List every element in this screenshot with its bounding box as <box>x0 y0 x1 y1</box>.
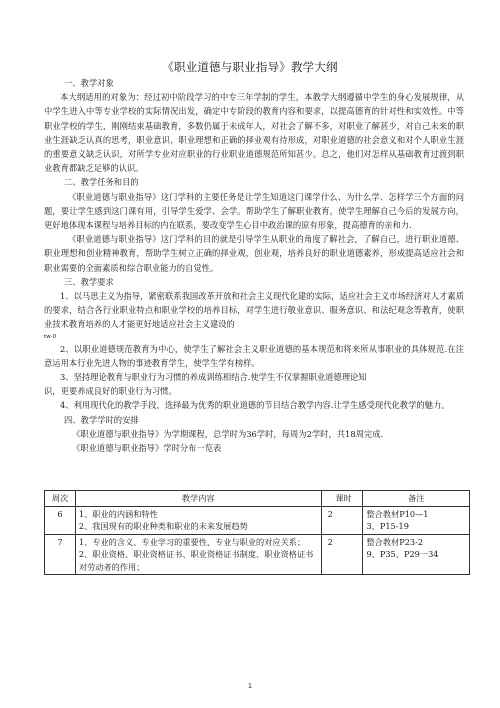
section-4-paragraph: 《职业道德与职业指导》为学期课程，总学时为36学时，每周为2学时，共18周完成. <box>72 428 384 439</box>
section-3-heading: 三、教学要求 <box>64 276 114 287</box>
table-row <box>45 506 470 534</box>
section-3-item-1: 1、以马思主义为指导，紧密联系我国改革开放和社会主义现代化建的实际，适应社会主义市场经济对人才素质的要求，结合各行业职业特点和职业学校的培养目标，对学生进行敬业意识、服务意识、和法纪观念等教育，使职业技术教育培养的人才能更好地适应社会主义建设的 <box>44 291 464 330</box>
header-hours: 课时 <box>321 491 363 507</box>
section-3-item-4: 4、利用现代化的教学手段，选择最为优秀的职业道德的节目结合教学内容.让学生感受现代化教学的魅力。 <box>60 400 450 411</box>
content-line: 1、职业的内涵和特性 <box>78 508 158 519</box>
cell-content <box>75 506 321 534</box>
section-2-heading: 二、教学任务和目的 <box>64 177 139 188</box>
cell-week: 7 <box>45 534 76 575</box>
content-line: 1、专业的含义、专业学习的重要性、专业与职业的对应关系； <box>78 536 306 547</box>
table-row <box>45 534 470 575</box>
note-line: 9、P35、P29一34 <box>366 549 439 559</box>
section-2-paragraph-2: 《职业道德与职业指导》这门学科的目的就是引导学生从职业的角度了解社会，了解自己，进行职业道德、职业理想和创业精神教育，帮助学生树立正确的择业观，创业观，培养良好的职业道德素养，形成提高适应社会和职业需要的全面素质和综合职业能力的自觉性。 <box>44 234 464 273</box>
schedule-table-title: 《职业道德与职业指导》学时分布一览表 <box>72 443 222 454</box>
header-week: 周次 <box>45 491 76 507</box>
section-4-heading: 四、教学学时的安排 <box>64 414 139 425</box>
page-number: 1 <box>248 683 252 690</box>
document-body <box>44 76 464 455</box>
section-3-item-2: 2、以职业道德规范教育为中心，使学生了解社会主义职业道德的基本规范和将来所从事职业的具体规范.在注意运用本行业先进人物的事迹教育学生，使学生学有榜样。 <box>44 343 464 368</box>
section-3-item-3-cont: 识，更要养成良好的职业行为习惯。 <box>44 386 177 397</box>
schedule-table <box>44 490 470 575</box>
document-title: 《职业道德与职业指导》教学大纲 <box>162 60 338 74</box>
cell-note <box>363 506 470 534</box>
note-line: 3、P15-19 <box>366 521 409 531</box>
header-content: 教学内容 <box>75 491 321 507</box>
cell-week: 6 <box>45 506 76 534</box>
cell-note <box>363 534 470 575</box>
section-3-item-3: 3、坚持理论教育与职业行为习惯的养成训练相结合.使学生不仅掌握职业道德理论知 <box>60 372 367 383</box>
header-note: 备注 <box>363 491 470 507</box>
section-3-mark: tw-0 <box>44 333 57 340</box>
section-2-paragraph-1: 《职业道德与职业指导》这门学科的主要任务是让学生知道这门课学什么、为什么学、怎样学三个方面的问题，要让学生感到这门课有用，引导学生爱学、会学。帮助学生了解职业教育，使学生理解自己今后的发展方向，更好地体现本课程与培养目标的内在联系，要改变学生心目中政治课的原有形象，提高德育的亲和力. <box>44 191 464 231</box>
section-1-heading: 一、教学对象 <box>64 78 114 88</box>
cell-hours: 2 <box>321 534 363 575</box>
note-line: 整合教材P23-2 <box>366 536 424 547</box>
table-header-row <box>45 491 470 507</box>
section-1-paragraph: 本大纲适用的对象为：经过初中阶段学习的中专三年学制的学生，本教学大纲遵循中学生的身心发展规律，从中学生进入中等专业学校的实际情况出发，确定中专阶段的教育内容和要求，以提高德育的针对性和实效性。中等职业学校的学生，刚刚结束基础教育，多数仍属于未成年人，对社会了解不多，对职业了解甚少，对自己未来的职业生涯缺乏认真的思考，职业意识、职业理想和正确的择业观有待形成，对职业道德的社会意义和对个人职业生涯的重要意义缺乏认识，对所学专业对应职业的行业职业道德规范所知甚少。总之，他们对怎样从基础教育过渡到职业教育都缺乏足够的认识。 <box>44 92 464 174</box>
cell-hours: 2 <box>321 506 363 534</box>
cell-content <box>75 534 321 575</box>
note-line: 整合教材P10—1 <box>366 508 429 519</box>
content-line: 2、我国现有的职业种类和职业的未来发展趋势 <box>78 521 248 531</box>
content-line: 2、职业资格、职业资格证书、职业资格证书制度、职业资格证书对劳动者的作用； <box>78 549 314 572</box>
